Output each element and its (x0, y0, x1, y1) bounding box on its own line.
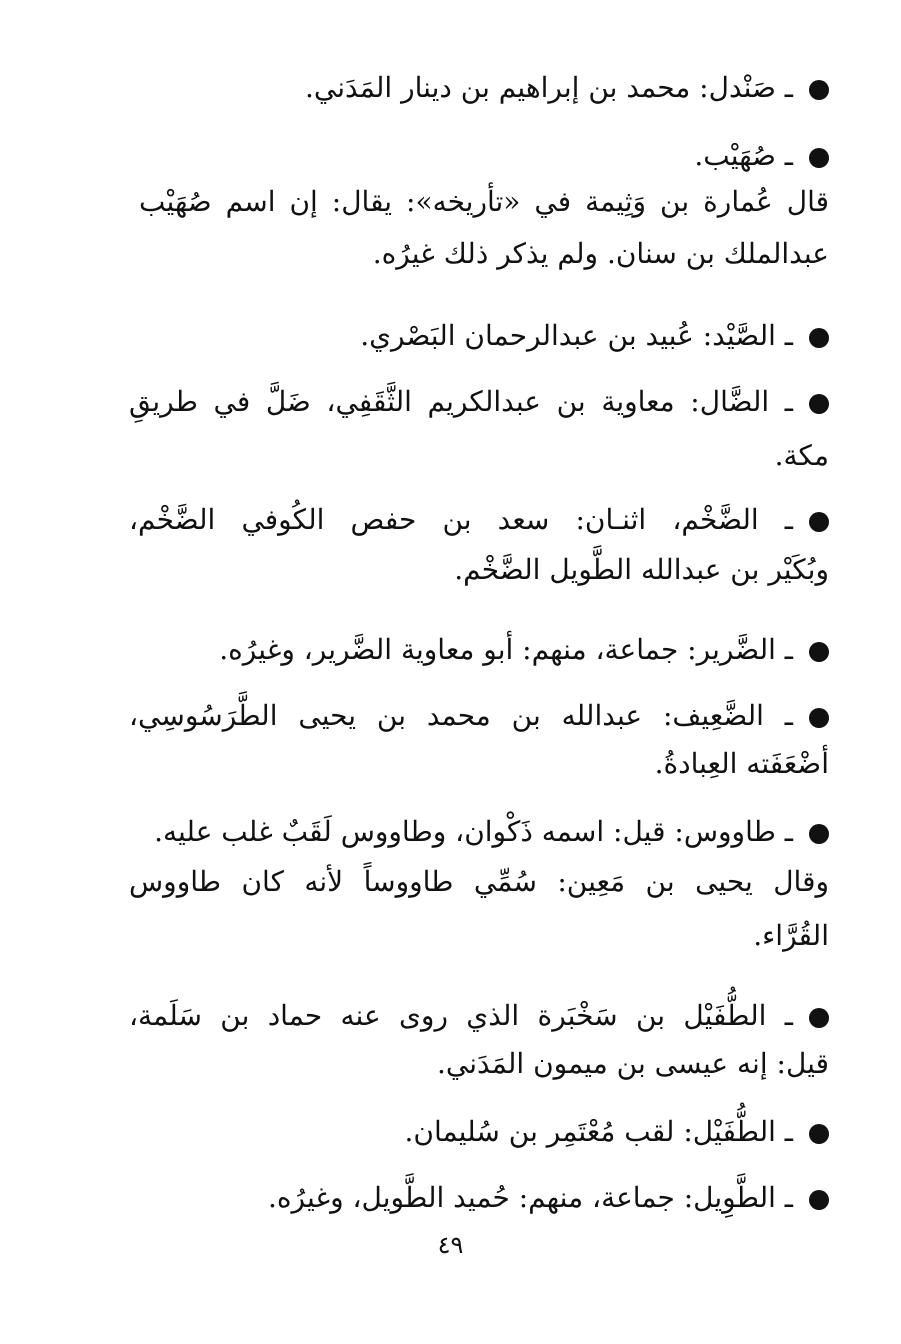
entry-text: ـ طاووس: قيل: اسمه ذَكْوان، وطاووس لَقَبٌ غلب عليه. (154, 815, 793, 848)
entry-line (129, 630, 829, 670)
entry-text: ـ الطَّوِيل: جماعة، منهم: حُميد الطَّويل، وغيرُه. (267, 1181, 793, 1214)
entry-text: مكة. (774, 439, 829, 472)
entry-line (129, 68, 829, 108)
bullet-icon (809, 708, 829, 728)
bullet-icon (809, 80, 829, 100)
bullet-icon (809, 824, 829, 844)
entry-line (129, 382, 829, 422)
entry-text: القُرَّاء. (753, 919, 829, 952)
entry-text: ـ صُهَيْب. (694, 139, 793, 172)
bullet-icon (809, 1008, 829, 1028)
bullet-icon (809, 148, 829, 168)
entry-text: وبُكَيْر بن عبدالله الطَّويل الضَّخْم. (454, 553, 829, 586)
entry-line (129, 436, 829, 476)
entry-text: وقال يحيى بن مَعِين: سُمِّي طاووساً لأنه كان طاووس (129, 865, 829, 898)
entry-text: ـ الطُّفَيْل: لقب مُعْتَمِر بن سُليمان. (404, 1115, 793, 1148)
bullet-icon (809, 394, 829, 414)
page-number: ٤٩ (437, 1231, 464, 1259)
bullet-icon (809, 1190, 829, 1210)
entry-line (129, 862, 829, 902)
entry-text: ـ الضَّخْم، اثنـان: سعد بن حفص الكُوفي الضَّخْم، (129, 503, 793, 536)
entry-line (129, 136, 829, 176)
entry-text: ـ الطُّفَيْل بن سَخْبَرة الذي روى عنه حماد بن سَلَمة، (129, 999, 793, 1032)
bullet-icon (809, 1124, 829, 1144)
entry-line (129, 550, 829, 590)
entry-line (129, 1112, 829, 1152)
entry-line (129, 744, 829, 784)
entry-line (129, 316, 829, 356)
bullet-icon (809, 328, 829, 348)
entry-text: ـ الضَّال: معاوية بن عبدالكريم الثَّقَفِي، ضَلَّ في طريقِ (129, 385, 793, 418)
entry-line (129, 1044, 829, 1084)
entry-text: ـ صَنْدل: محمد بن إبراهيم بن دينار المَدَني. (304, 71, 793, 104)
entry-line (129, 1178, 829, 1218)
entry-text: قيل: إنه عيسى بن ميمون المَدَني. (436, 1047, 829, 1080)
entry-text: ـ الصَّيْد: عُبيد بن عبدالرحمان البَصْري. (360, 319, 793, 352)
entry-line (129, 234, 829, 274)
entry-line (139, 182, 829, 222)
entry-line (129, 916, 829, 956)
entry-line (129, 812, 829, 852)
entry-line (129, 500, 829, 540)
bullet-icon (809, 512, 829, 532)
entry-text: أضْعَفَته العِبادةُ. (654, 747, 829, 780)
entry-line (129, 996, 829, 1036)
entry-text: ـ الضَّرير: جماعة، منهم: أبو معاوية الضَّرير، وغيرُه. (219, 633, 793, 666)
entry-text: قال عُمارة بن وَثِيمة في «تأريخه»: يقال: إن اسم صُهَيْب (139, 185, 829, 218)
bullet-icon (809, 642, 829, 662)
entry-text: عبدالملك بن سنان. ولم يذكر ذلك غيرُه. (372, 237, 829, 270)
entry-text: ـ الضَّعِيف: عبدالله بن محمد بن يحيى الطَّرَسُوسِي، (129, 699, 793, 732)
entry-line (129, 696, 829, 736)
